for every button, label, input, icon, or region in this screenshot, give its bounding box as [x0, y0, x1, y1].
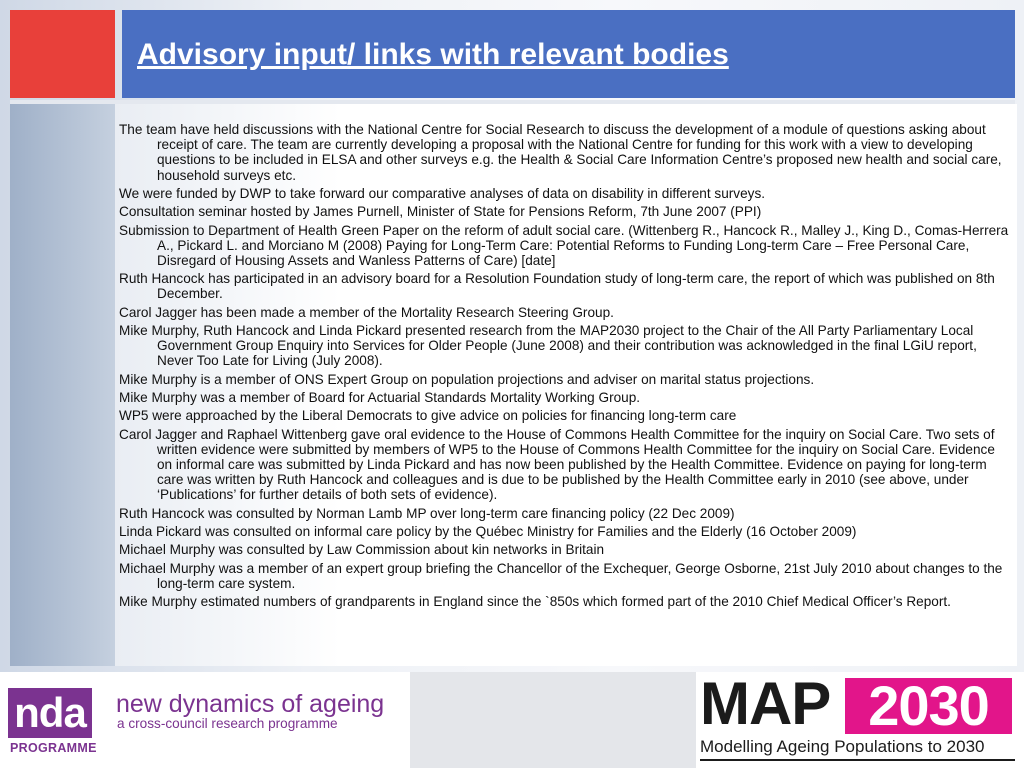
- list-item: We were funded by DWP to take forward our comparative analyses of data on disability in different surveys.: [119, 185, 766, 201]
- map2030-logo-year: 2030: [845, 678, 1012, 734]
- list-item: Mike Murphy was a member of Board for Actuarial Standards Mortality Working Group.: [119, 390, 641, 405]
- list-item: Mike Murphy, Ruth Hancock and Linda Pickard presented research from the MAP2030 project to the Chair of the All Party Parliamentary Local Government Group Enquiry into Services for Older People (June 2008) and their contribution was acknowledged in the final LGiU report, Never Too Late for Living (July 2008).: [119, 323, 977, 369]
- footer-spacer: [410, 672, 696, 768]
- slide-title: Advisory input/ links with relevant bodies: [137, 38, 729, 71]
- list-item: Mike Murphy estimated numbers of grandparents in England since the `850s which formed part of the 2010 Chief Medical Officer’s Report.: [119, 594, 951, 610]
- advisory-list: [119, 122, 1009, 612]
- left-accent-strip: [10, 104, 115, 666]
- list-item: Linda Pickard was consulted on informal care policy by the Québec Ministry for Families and the Elderly (16 October 2009): [119, 524, 857, 539]
- list-item: Mike Murphy is a member of ONS Expert Group on population projections and adviser on marital status projections.: [119, 371, 815, 387]
- list-item: Michael Murphy was a member of an expert group briefing the Chancellor of the Exchequer, George Osborne, 21st July 2010 about changes to the long-term care system.: [119, 560, 1003, 591]
- list-item: Consultation seminar hosted by James Purnell, Minister of State for Pensions Reform, 7th June 2007 (PPI): [119, 204, 762, 220]
- nda-programme-name: new dynamics of ageing: [116, 690, 385, 718]
- map2030-underline: [700, 759, 1015, 761]
- list-item: Ruth Hancock has participated in an advisory board for a Resolution Foundation study of long-term care, the report of which was published on 8th December.: [119, 271, 995, 302]
- list-item: WP5 were approached by the Liberal Democrats to give advice on policies for financing long-term care: [119, 408, 737, 424]
- nda-programme-label: PROGRAMME: [10, 741, 97, 755]
- list-item: Submission to Department of Health Green Paper on the reform of adult social care. (Wittenberg R., Hancock R., Malley J., King D., Comas-Herrera A., Pickard L. and Morciano M (2008) Paying for Long-Term Care: Potential Reforms to Funding Long-term Care – Free Personal Care, Disregard of Housing Assets and Wanless Patterns of Care) [date]: [119, 222, 1009, 268]
- list-item: Carol Jagger has been made a member of the Mortality Research Steering Group.: [119, 304, 614, 320]
- map2030-logo-prefix: MAP: [700, 670, 831, 737]
- nda-tagline: a cross-council research programme: [117, 716, 338, 731]
- nda-logo: nda: [8, 688, 92, 738]
- list-item: Michael Murphy was consulted by Law Commission about kin networks in Britain: [119, 542, 605, 558]
- red-accent-block: [10, 10, 115, 98]
- list-item: Carol Jagger and Raphael Wittenberg gave oral evidence to the House of Commons Health Committee for the inquiry on Social Care. Two sets of written evidence were submitted by members of WP5 to the House of Commons Health Committee for the inquiry on Social Care. Evidence on informal care was submitted by Linda Pickard and has now been published by the Health Committee. Evidence on paying for long-term care was written by Ruth Hancock and colleagues and is due to be published by the Health Committee early in 2010 (see above, under ‘Publications’ for further details of both sets of evidence).: [119, 426, 995, 503]
- list-item: Ruth Hancock was consulted by Norman Lamb MP over long-term care financing policy (22 Dec 2009): [119, 505, 735, 521]
- map2030-tagline: Modelling Ageing Populations to 2030: [700, 737, 985, 756]
- list-item: The team have held discussions with the National Centre for Social Research to discuss the development of a module of questions asking about receipt of care. The team are currently developing a proposal with the National Centre for funding for this work with a view to developing questions to be included in ELSA and other surveys e.g. the Health & Social Care Information Centre’s proposed new health and social care, household surveys etc.: [119, 122, 1002, 183]
